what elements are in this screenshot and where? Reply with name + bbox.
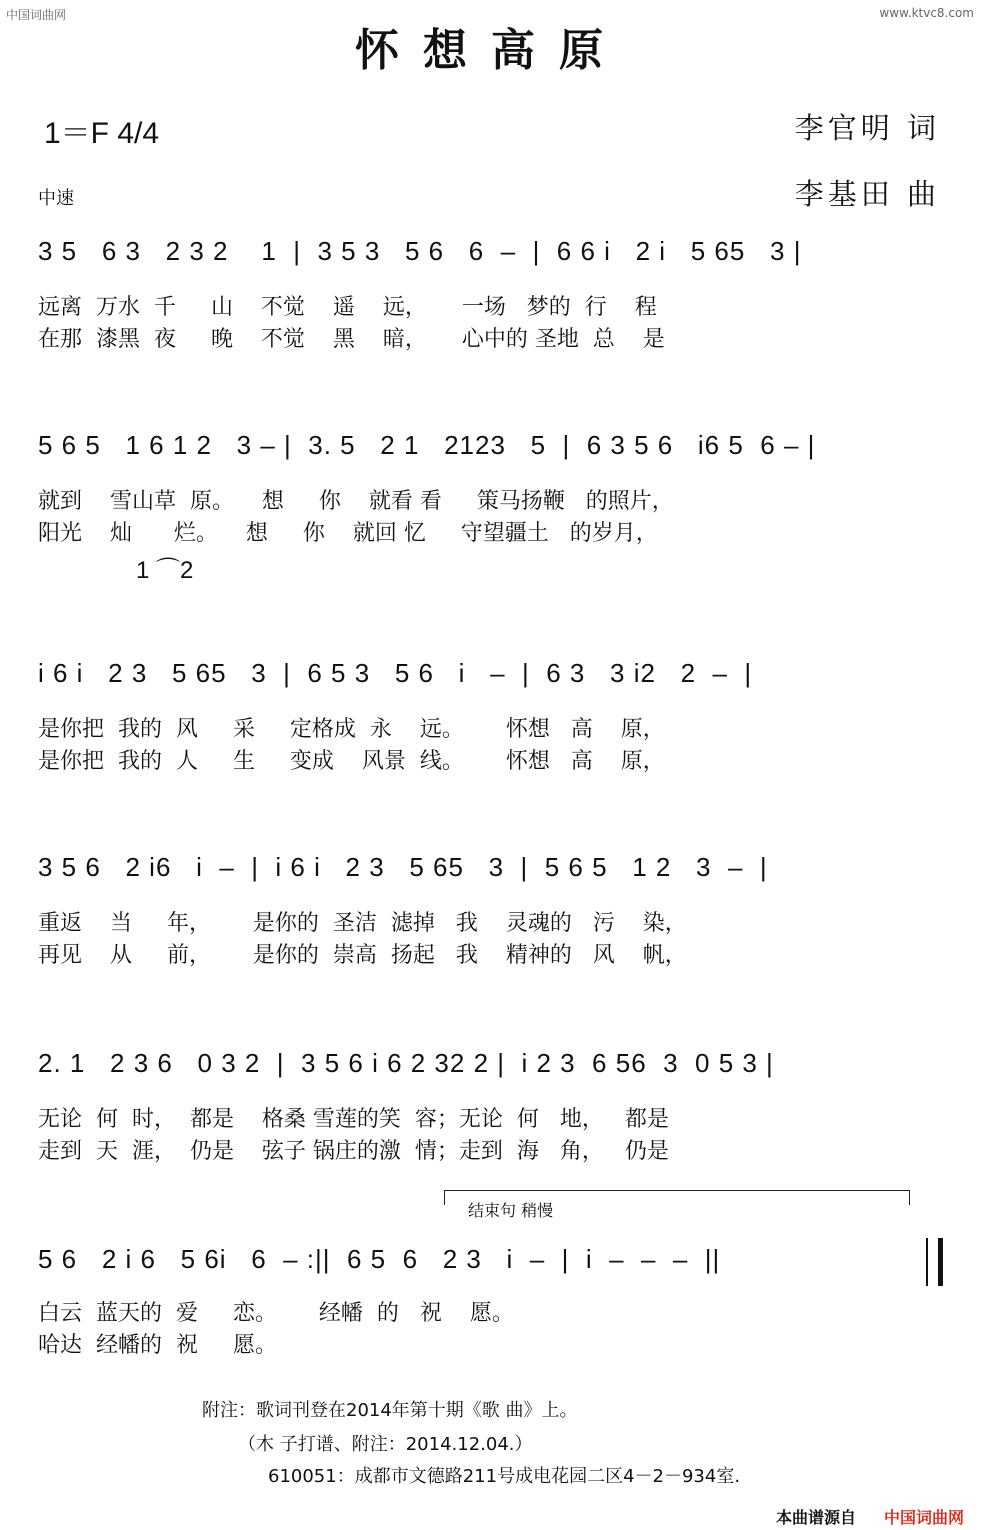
watermark-right: www.ktvc8.com (879, 6, 974, 20)
watermark-left: 中国词曲网 (6, 8, 67, 22)
notation-line: 3 5 6 3 2 3 2 1 | 3 5 3 5 6 6 – | 6 6 i 2 i 5 65 3 | (38, 236, 802, 266)
lyrics-verse-2: 再见 从 前， 是你的 崇高 扬起 我 精神的 风 帆， (38, 943, 687, 968)
ending-label: 结束句 稍慢 (468, 1201, 554, 1220)
key-signature: 1＝F 4/4 (44, 117, 160, 150)
final-barline (926, 1238, 943, 1286)
lyrics-verse-1: 远离 万水 千 山 不觉 遥 远， 一场 梦的 行 程 (38, 295, 657, 320)
lyrics-verse-2: 阳光 灿 烂。 想 你 就回 忆 守望疆土 的岁月， (38, 521, 658, 546)
notation-line: 5 6 5 1 6 1 2 3 – | 3. 5 2 1 2123 5 | 6 3 5 6 i6 5 6 – | (38, 430, 816, 460)
source-label: 本曲谱源自 (776, 1508, 857, 1527)
notation-line: 2. 1 2 3 6 0 3 2 | 3 5 6 i 6 2 32 2 | i 2 3 6 56 3 0 5 3 | (38, 1048, 774, 1078)
lyrics-verse-2: 是你把 我的 人 生 变成 风景 线。 怀想 高 原， (38, 749, 665, 774)
lyrics-verse-1: 白云 蓝天的 爱 恋。 经幡 的 祝 愿。 (38, 1301, 514, 1326)
notation-line: i 6 i 2 3 5 65 3 | 6 5 3 5 6 i – | 6 3 3 i2 2 – | (38, 658, 753, 688)
notation-line: 5 6 2 i 6 5 6i 6 – :|| 6 5 6 2 3 i – | i – – – || (38, 1244, 721, 1274)
lyrics-verse-2: 走到 天 涯， 仍是 弦子 锅庄的激 情；走到 海 角， 仍是 (38, 1139, 669, 1164)
footnote-transcriber: （木 子打谱、附注：2014.12.04.） (238, 1434, 533, 1455)
source-site-link[interactable]: 中国词曲网 (884, 1508, 965, 1527)
tempo-marking: 中速 (38, 188, 74, 209)
song-title: 怀想高原 (355, 25, 627, 76)
alternate-notes: 1 ⌒2 (136, 557, 194, 584)
lyrics-verse-1: 无论 何 时， 都是 格桑 雪莲的笑 容；无论 何 地， 都是 (38, 1107, 669, 1132)
footnote-publication: 附注：歌词刊登在2014年第十期《歌 曲》上。 (202, 1400, 578, 1421)
notation-line: 3 5 6 2 i6 i – | i 6 i 2 3 5 65 3 | 5 6 5 1 2 3 – | (38, 852, 768, 882)
lyricist-credit: 李官明 词 (794, 111, 940, 145)
lyrics-verse-1: 重返 当 年， 是你的 圣洁 滤掉 我 灵魂的 污 染， (38, 911, 687, 936)
lyrics-verse-2: 哈达 经幡的 祝 愿。 (38, 1333, 277, 1358)
lyrics-verse-1: 就到 雪山草 原。 想 你 就看 看 策马扬鞭 的照片， (38, 489, 674, 514)
footnote-address: 610051：成都市文德路211号成电花园二区4－2－934室. (268, 1466, 741, 1487)
lyrics-verse-1: 是你把 我的 风 采 定格成 永 远。 怀想 高 原， (38, 717, 665, 742)
composer-credit: 李基田 曲 (794, 177, 940, 211)
lyrics-verse-2: 在那 漆黑 夜 晚 不觉 黑 暗， 心中的 圣地 总 是 (38, 327, 665, 352)
